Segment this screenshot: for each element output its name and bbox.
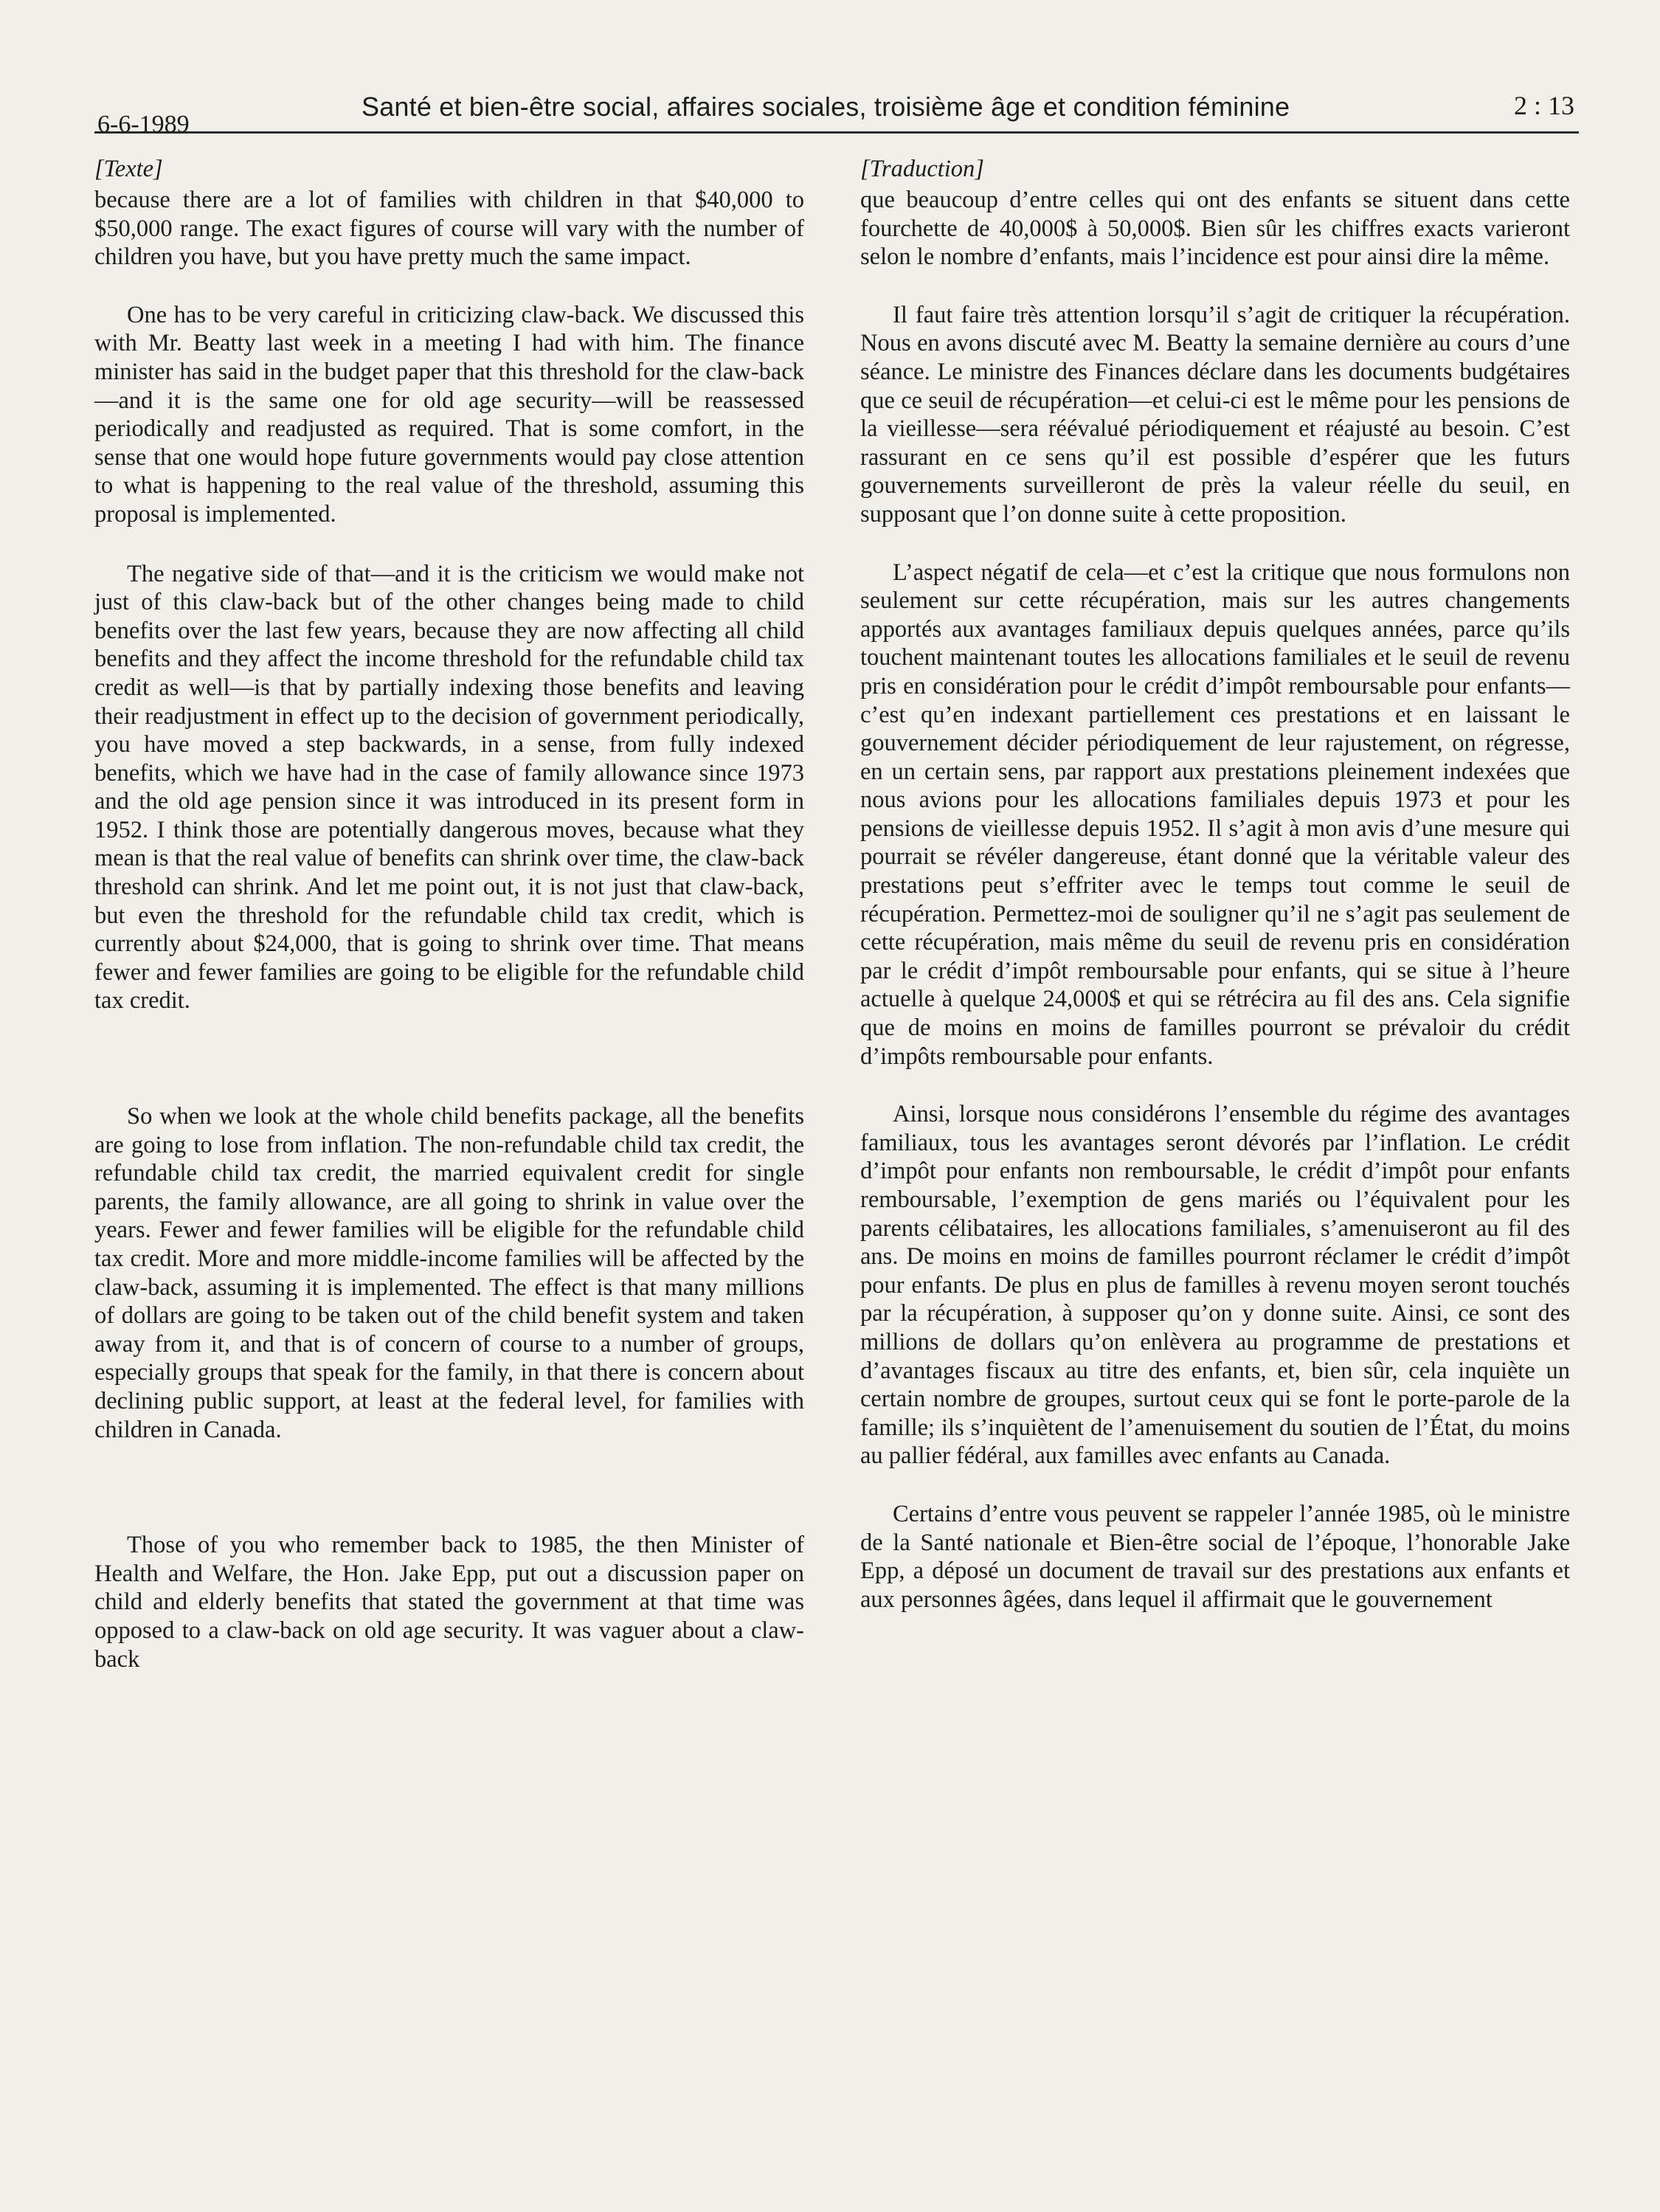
paragraph: Ainsi, lorsque nous considérons l’ensemble du régime des avantages familiaux, tous les avantages seront dévorés par l’inflation. Le crédit d’impôt pour enfants non remboursable, le crédit d’impôt pour enfants remboursable, l’exemption de gens mariés ou l’équivalent pour les parents célibataires, les allocations familiales, s’amenuiseront au fil des ans. De moins en moins de familles pourront réclamer le crédit d’impôt pour enfants. De plus en plus de familles à revenu moyen seront touchés par la récupération, à supposer qu’on y donne suite. Ainsi, ce sont des millions de dollars qu’on enlèvera au programme de prestations et d’avantages fiscaux au titre des enfants, et, bien sûr, cela inquiète un certain nombre de groupes, surtout ceux qui se font le porte-parole de la famille; ils s’inquiètent de l’amenuisement du soutien de l’État, du moins au pallier fédéral, aux familles avec enfants au Canada. xyxy=(860,1101,1570,1470)
paragraph: because there are a lot of families with children in that $40,000 to $50,000 range. The exact figures of course will vary with the number of children you have, but you have pretty much the same impact. xyxy=(94,187,804,271)
paragraph: Il faut faire très attention lorsqu’il s’agit de critiquer la récupération. Nous en avons discuté avec M. Beatty la semaine dernière au cours d’une séance. Le ministre des Finances déclare dans les documents budgétaires que ce seuil de récupération—et celui-ci est le même pour les pensions de la vieillesse—sera réévalué périodiquement et réajusté au besoin. C’est rassurant en ce sens qu’il est possible d’espérer que les futurs gouvernements surveilleront de près la valeur réelle du seuil, en supposant que l’on donne suite à cette proposition. xyxy=(860,301,1570,528)
paragraph: Certains d’entre vous peuvent se rappeler l’année 1985, où le ministre de la Santé nationale et Bien-être social de l’époque, l’honorable Jake Epp, a déposé un document de travail sur des prestations aux enfants et aux personnes âgées, dans lequel il affirmait que le gouvernement xyxy=(860,1500,1570,1613)
paragraph: One has to be very careful in criticizing claw-back. We discussed this with Mr. Beatty last week in a meeting I had with him. The finance minister has said in the budget paper that this threshold for the claw-back—and it is the same one for old age security—will be reassessed periodically and readjusted as required. That is some comfort, in the sense that one would hope future governments would pay close attention to what is happening to the real value of the threshold, assuming this proposal is implemented. xyxy=(94,301,804,528)
column-label-traduction: [Traduction] xyxy=(860,156,984,182)
english-column xyxy=(94,155,804,1673)
paragraph: So when we look at the whole child benefits package, all the benefits are going to lose from inflation. The non-refundable child tax credit, the refundable child tax credit, the married equivalent credit for single parents, the family allowance, are all going to shrink in value over the years. Fewer and fewer families will be eligible for the refundable child tax credit. More and more middle-income families will be affected by the claw-back, assuming it is implemented. The effect is that many millions of dollars are going to be taken out of the child benefit system and taken away from it, and that is of concern of course to a number of groups, especially groups that speak for the family, in that there is concern about declining public support, at least at the federal level, for families with children in Canada. xyxy=(94,1103,804,1443)
header-title: Santé et bien-être social, affaires sociales, troisième âge et condition féminine xyxy=(362,91,1290,122)
page-header xyxy=(94,87,1579,138)
paragraph: L’aspect négatif de cela—et c’est la critique que nous formulons non seulement sur cette récupération, mais sur les autres changements apportés aux avantages familiaux depuis quelques années, parce qu’ils touchent maintenant toutes les allocations familiales et le seuil de revenu pris en considération pour le crédit d’impôt remboursable pour enfants—c’est qu’en indexant partiellement ces prestations et en laissant le gouvernement décider périodiquement de leur rajustement, on régresse, en un certain sens, par rapport aux prestations pleinement indexées que nous avions pour les allocations familiales depuis 1973 et pour les pensions de vieillesse depuis 1952. Il s’agit à mon avis d’une mesure qui pourrait se révéler dangereuse, étant donné que la véritable valeur des prestations peut s’effriter avec le temps tout comme le seuil de récupération. Permettez-moi de souligner qu’il ne s’agit pas seulement de cette récupération, mais même du seuil de revenu pris en considération par le crédit d’impôt remboursable pour enfants, qui se situe à l’heure actuelle à quelque 24,000$ et qui se rétrécira au fil des ans. Cela signifie que de moins en moins de familles pourront se prévaloir du crédit d’impôts remboursable pour enfants. xyxy=(860,559,1570,1070)
column-label-texte: [Texte] xyxy=(94,156,163,182)
header-date: 6-6-1989 xyxy=(97,111,190,138)
paragraph: Those of you who remember back to 1985, the then Minister of Health and Welfare, the Hon. Jake Epp, put out a discussion paper on child and elderly benefits that stated the government at that time was opposed to a claw-back on old age security. It was vaguer about a claw-back xyxy=(94,1532,804,1673)
header-page-number: 2 : 13 xyxy=(1513,91,1574,120)
french-column xyxy=(860,155,1570,1614)
paragraph: que beaucoup d’entre celles qui ont des enfants se situent dans cette fourchette de 40,000$ à 50,000$. Bien sûr les chiffres exacts varieront selon le nombre d’enfants, mais l’incidence est pour ainsi dire la même. xyxy=(860,187,1570,271)
paragraph: The negative side of that—and it is the criticism we would make not just of this claw-back but of the other changes being made to child benefits over the last few years, because they are now affecting all child benefits and they affect the income threshold for the refundable child tax credit as well—is that by partially indexing those benefits and leaving their readjustment in effect up to the decision of government periodically, you have moved a step backwards, in a sense, from fully indexed benefits, which we have had in the case of family allowance since 1973 and the old age pension since it was introduced in its present form in 1952. I think those are potentially dangerous moves, because what they mean is that the real value of benefits can shrink over time, the claw-back threshold can shrink. And let me point out, it is not just that claw-back, but even the threshold for the refundable child tax credit, which is currently about $24,000, that is going to shrink over time. That means fewer and fewer families are going to be eligible for the refundable child tax credit. xyxy=(94,560,804,1015)
